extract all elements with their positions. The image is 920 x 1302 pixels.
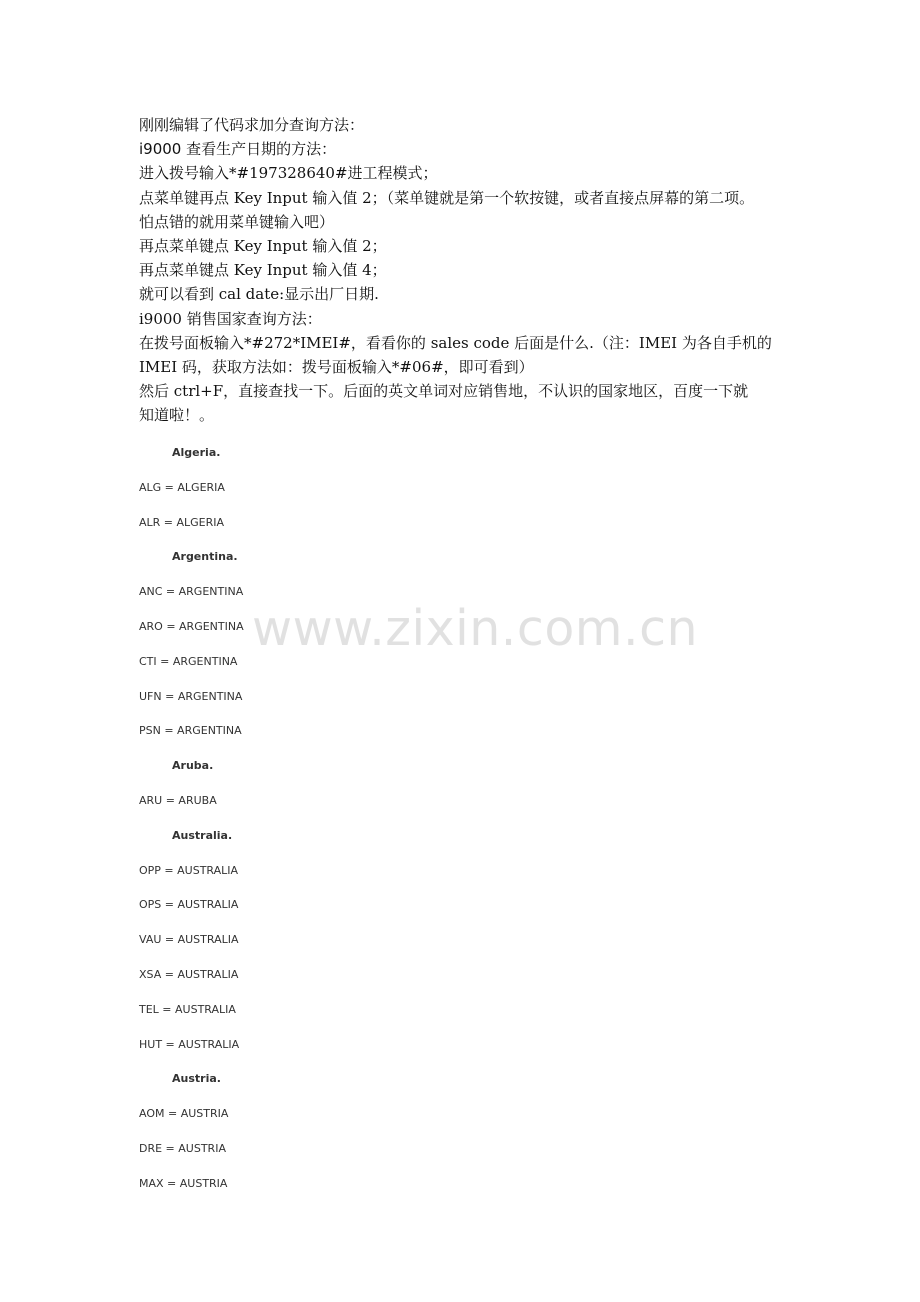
intro-line: 再点菜单键点 Key Input 输入值 2； <box>139 237 387 256</box>
intro-text-block <box>139 113 819 428</box>
sales-code-entry: ALG = ALGERIA <box>139 480 225 494</box>
country-heading: Austria. <box>172 1072 221 1086</box>
intro-line: 怕点错的就用菜单键输入吧） <box>139 212 335 231</box>
sales-code-entry: PSN = ARGENTINA <box>139 724 242 738</box>
sales-code-list <box>139 443 639 1209</box>
sales-code-entry: HUT = AUSTRALIA <box>139 1037 240 1051</box>
intro-line: 进入拨号输入*#197328640#进工程模式； <box>139 164 438 183</box>
intro-line: 点菜单键再点 Key Input 输入值 2；（菜单键就是第一个软按键，或者直接点屏幕的第二项。 <box>139 188 755 207</box>
sales-code-entry: TEL = AUSTRALIA <box>139 1002 236 1016</box>
intro-line: 再点菜单键点 Key Input 输入值 4； <box>139 261 387 280</box>
intro-line: 在拨号面板输入*#272*IMEI#，看看你的 sales code 后面是什么.（注：IMEI 为各自手机的 <box>139 333 772 352</box>
country-heading: Algeria. <box>172 446 221 459</box>
sales-code-entry: MAX = AUSTRIA <box>139 1176 228 1190</box>
sales-code-entry: CTI = ARGENTINA <box>139 654 238 668</box>
sales-code-entry: AOM = AUSTRIA <box>139 1107 229 1121</box>
sales-code-entry: ARO = ARGENTINA <box>139 619 244 633</box>
sales-code-entry: ARU = ARUBA <box>139 793 217 807</box>
intro-line: i9000 销售国家查询方法： <box>139 309 322 328</box>
sales-code-entry: OPS = AUSTRALIA <box>139 898 239 912</box>
intro-line: 然后 ctrl+F，直接查找一下。后面的英文单词对应销售地，不认识的国家地区，百度一下就 <box>139 382 749 401</box>
intro-line: 就可以看到 cal date:显示出厂日期. <box>139 285 379 304</box>
watermark: www.zixin.com.cn <box>252 600 699 657</box>
intro-line: i9000 查看生产日期的方法： <box>139 140 337 159</box>
sales-code-entry: VAU = AUSTRALIA <box>139 933 239 947</box>
sales-code-entry: ANC = ARGENTINA <box>139 585 244 599</box>
sales-code-entry: OPP = AUSTRALIA <box>139 863 239 877</box>
intro-line: 刚刚编辑了代码求加分查询方法： <box>139 116 365 134</box>
sales-code-entry: XSA = AUSTRALIA <box>139 967 239 981</box>
sales-code-entry: DRE = AUSTRIA <box>139 1141 226 1155</box>
sales-code-entry: ALR = ALGERIA <box>139 515 225 529</box>
country-heading: Australia. <box>172 828 233 842</box>
country-heading: Argentina. <box>172 550 238 564</box>
sales-code-entry: UFN = ARGENTINA <box>139 689 243 703</box>
country-heading: Aruba. <box>172 759 214 773</box>
intro-line: 知道啦！。 <box>139 406 215 425</box>
intro-line: IMEI 码，获取方法如：拨号面板输入*#06#，即可看到） <box>139 358 534 377</box>
